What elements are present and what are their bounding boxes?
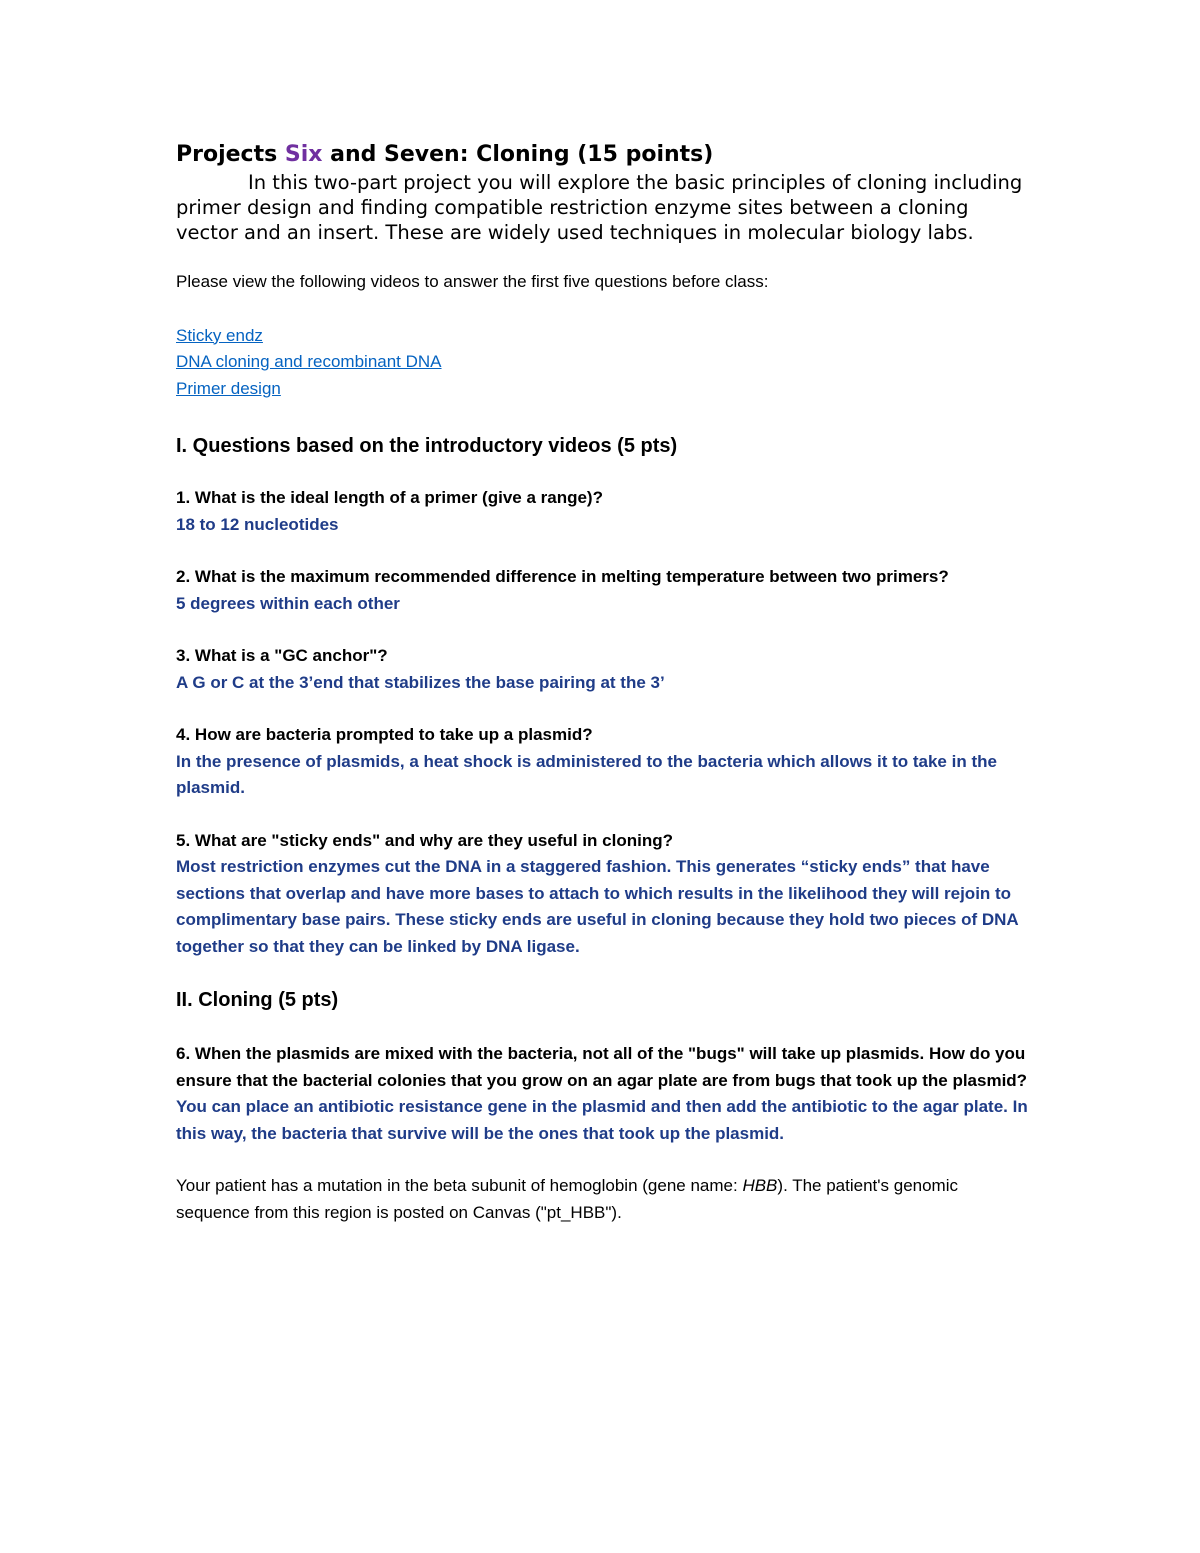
question-body: What is the maximum recommended difference in melting temperature between two primers?	[190, 567, 949, 586]
question-body: What are "sticky ends" and why are they useful in cloning?	[190, 830, 673, 850]
question-block-3	[176, 643, 1036, 696]
section-heading-cloning: II. Cloning (5 pts)	[176, 989, 339, 1011]
question-text	[176, 722, 1036, 749]
title-prefix: Projects	[176, 142, 285, 167]
title-accent: Six	[284, 142, 323, 167]
question-number: 3.	[176, 646, 191, 665]
page-title	[176, 140, 1036, 170]
section-heading-questions: I. Questions based on the introductory videos (5 pts)	[176, 435, 678, 457]
question-text	[176, 828, 1036, 855]
question-number: 1.	[176, 488, 191, 507]
question-body: When the plasmids are mixed with the bacteria, not all of the "bugs" will take up plasmids. How do you ensure that the bacterial colonies that you grow on an agar plate are from bugs that took up the plasmid?	[176, 1044, 1028, 1090]
answer-text: 18 to 12 nucleotides	[176, 514, 339, 534]
title-suffix: and Seven: Cloning (15 points)	[322, 142, 714, 167]
question-block-4	[176, 722, 1036, 802]
question-body: What is a "GC anchor"?	[190, 646, 388, 665]
question-body: What is the ideal length of a primer (give a range)?	[190, 488, 603, 507]
answer-text: A G or C at the 3’end that stabilizes the base pairing at the 3’	[176, 672, 665, 692]
answer-text: 5 degrees within each other	[176, 593, 400, 613]
gene-name: HBB	[742, 1176, 778, 1195]
question-block-6	[176, 1041, 1036, 1147]
question-body: How are bacteria prompted to take up a plasmid?	[190, 725, 593, 744]
question-number: 6.	[176, 1044, 191, 1063]
link-primer-design[interactable]: Primer design	[176, 378, 281, 398]
question-block-1	[176, 485, 1036, 538]
answer-text: In the presence of plasmids, a heat shock is administered to the bacteria which allows it to take in the plasmid.	[176, 751, 997, 797]
link-sticky-endz[interactable]: Sticky endz	[176, 325, 263, 345]
patient-text-end: ). The patient's genomic sequence from this region is posted on Canvas ("pt_HBB").	[176, 1176, 958, 1222]
question-text	[176, 643, 1036, 670]
question-number: 4.	[176, 725, 191, 744]
question-number: 2.	[176, 567, 191, 586]
question-text	[176, 564, 1036, 591]
intro-paragraph: In this two-part project you will explore the basic principles of cloning including primer design and finding compatible restriction enzyme sites between a cloning vector and an insert. These are widely used techniques in molecular biology labs.	[176, 171, 1023, 244]
instructions-text: Please view the following videos to answer the first five questions before class:	[176, 272, 769, 291]
document-body	[176, 140, 1036, 1226]
link-dna-cloning[interactable]: DNA cloning and recombinant DNA	[176, 352, 442, 371]
answer-text: You can place an antibiotic resistance gene in the plasmid and then add the antibiotic to the agar plate. In this way, the bacteria that survive will be the ones that took up the plasmid.	[176, 1097, 1028, 1143]
patient-paragraph	[176, 1173, 1036, 1226]
patient-text-start: Your patient has a mutation in the beta subunit of hemoglobin (gene name:	[176, 1176, 743, 1195]
question-text	[176, 485, 1036, 512]
video-links	[176, 323, 1036, 403]
question-block-5	[176, 828, 1036, 961]
question-number: 5.	[176, 830, 191, 850]
question-block-2	[176, 564, 1036, 617]
answer-text: Most restriction enzymes cut the DNA in a staggered fashion. This generates “sticky ends” that have sections that overlap and have more bases to attach to which results in the likelihood they will rejoin to complimentary base pairs. These sticky ends are useful in cloning because they hold two pieces of DNA together so that they can be linked by DNA ligase.	[176, 857, 1019, 956]
question-text	[176, 1041, 1036, 1094]
